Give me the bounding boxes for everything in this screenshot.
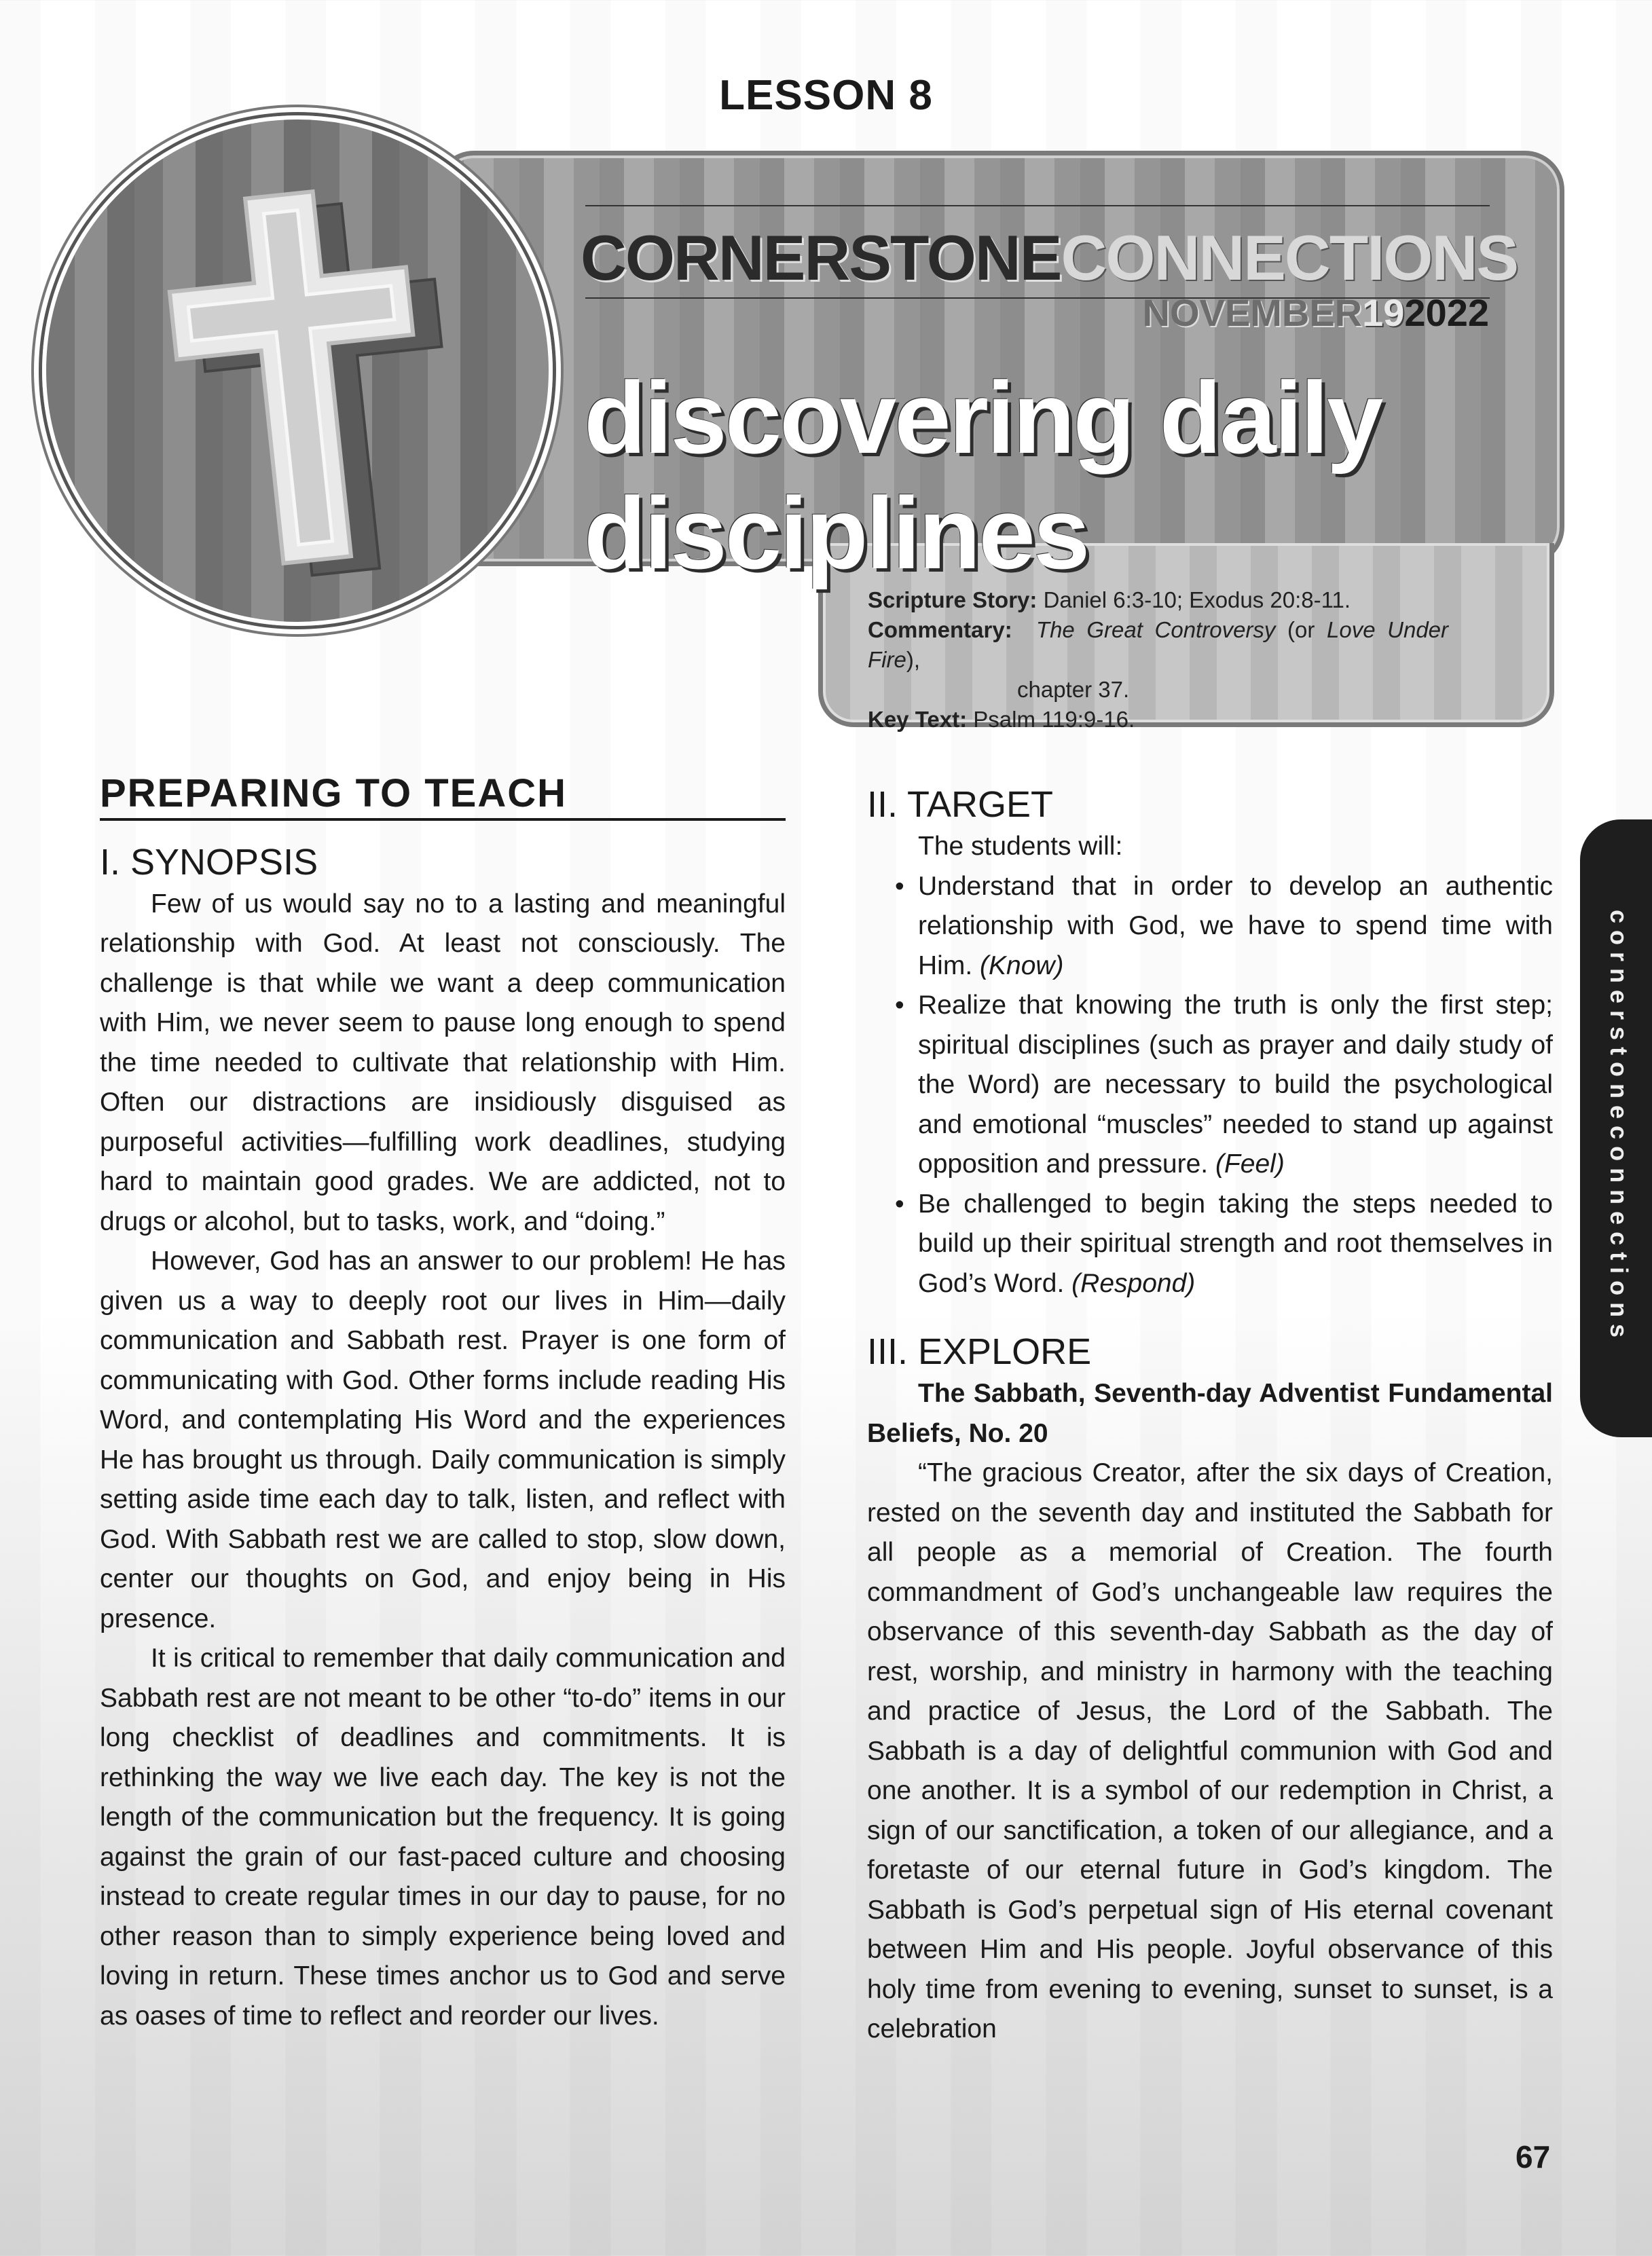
target-heading: II. TARGET [867,784,1054,825]
bullet-text: Be challenged to begin taking the steps needed to build up their spiritual strength and root themselves in God’s Word. [918,1189,1553,1298]
bullet-icon: • [895,871,904,901]
commentary-book-1: The Great Controversy [1035,617,1276,642]
synopsis-paragraph-2: However, God has an answer to our problem! He has given us a way to deeply root our lives in Him—daily communication and Sabbath rest. Prayer is one form of communicating with God. Other forms include reading His Word, and contemplating His Word and the experiences He has brought us through. Daily communication is simply setting aside time each day to talk, listen, and reflect with God. With Sabbath rest we are called to stop, slow down, center our thoughts on God, and enjoy being in His presence. [100,1246,786,1633]
commentary-label: Commentary: [868,617,1012,642]
keytext-label: Key Text: [868,707,968,732]
bullet-text: Understand that in order to develop an authentic relationship with God, we have to spend time with Him. [918,871,1553,980]
scripture-story-value: Daniel 6:3-10; Exodus 20:8-11. [1043,587,1351,612]
brand-part-1: CORNERSTONE [581,222,1061,293]
target-list [867,867,1553,1304]
date-month: NOVEMBER [1142,291,1363,334]
cross-icon [46,119,549,622]
date-day: 19 [1362,291,1405,334]
keytext-value: Psalm 119:9-16. [973,707,1135,732]
side-tab-label: cornerstoneconnections [1605,909,1633,1345]
synopsis-paragraph-3: It is critical to remember that daily communication and Sabbath rest are not meant to be other “to-do” items in our long checklist of deadlines and commitments. It is rethinking the way we live each day. The key is not the length of the communication but the frequency. It is going against the grain of our fast-paced culture and choosing instead to create regular times in our day to pause, for no other reason than to simply experience being loved and loving in return. These times anchor us to God and serve as oases of time to reflect and reorder our lives. [100,1644,786,2031]
bullet-tag: (Know) [980,950,1064,980]
bullet-tag: (Feel) [1215,1149,1285,1179]
date-year: 2022 [1404,291,1489,334]
target-intro: The students will: [918,832,1123,861]
lesson-label: LESSON 8 [719,72,933,119]
synopsis-paragraph-1: Few of us would say no to a lasting and meaningful relationship with God. At least not consciously. The challenge is that while we want a deep communication with Him, we never seem to pause long enough to spend the time needed to cultivate that relationship with Him. Often our distractions are insidiously disguised as purposeful activities—fulfilling work deadlines, studying hard to maintain good grades. We are addicted, not to drugs or alcohol, but to tasks, work, and “doing.” [100,889,786,1236]
explore-paragraph: “The gracious Creator, after the six days of Creation, rested on the seventh day and instituted the Sabbath for all people as a memorial of Creation. The fourth commandment of God’s unchangeable law requires the observance of this seventh-day Sabbath as the day of rest, worship, and ministry in harmony with the teaching and practice of Jesus, the Lord of the Sabbath. The Sabbath is a day of delightful communion with God and one another. It is a symbol of our redemption in Christ, a sign of our sanctification, a token of our allegiance, and a foretaste of our eternal future in God’s kingdom. The Sabbath is God’s perpetual sign of His eternal covenant between Him and His people. Joyful observance of this holy time from evening to evening, sunset to sunset, is a celebration [867,1458,1553,2044]
bullet-tag: (Respond) [1071,1268,1196,1298]
bullet-text: Realize that knowing the truth is only the first step; spiritual disciplines (such as prayer and daily study of the Word) are necessary to build the psychological and emotional “muscles” needed to stand up against opposition and pressure. [918,991,1553,1179]
bullet-icon: • [895,1189,904,1219]
synopsis-heading: I. SYNOPSIS [100,841,318,883]
commentary-chapter: chapter 37. [1017,677,1130,702]
brand-title [581,221,1518,295]
lesson-title: discovering daily disciplines [584,360,1382,590]
banner-rule-top [585,205,1490,206]
bullet-icon: • [895,991,904,1020]
left-column [100,771,786,2036]
commentary-end: ), [906,647,921,672]
list-item [895,867,1553,986]
scripture-story-label: Scripture Story: [868,587,1038,612]
explore-heading: III. EXPLORE [867,1331,1092,1372]
right-column [867,782,1553,2050]
brand-part-2: CONNECTIONS [1061,222,1518,293]
list-item [895,986,1553,1185]
cross-emblem [42,115,553,626]
lesson-date [1143,291,1489,335]
explore-subheading: The Sabbath, Seventh-day Adventist Fundamental Beliefs, No. 20 [867,1379,1553,1448]
scripture-info [868,585,1448,735]
list-item [895,1185,1553,1304]
commentary-mid: (or [1287,617,1315,642]
section-heading: PREPARING TO TEACH [100,774,786,821]
commentary-book-2: Love Under Fire [868,617,1449,672]
page-number: 67 [1516,2139,1551,2175]
